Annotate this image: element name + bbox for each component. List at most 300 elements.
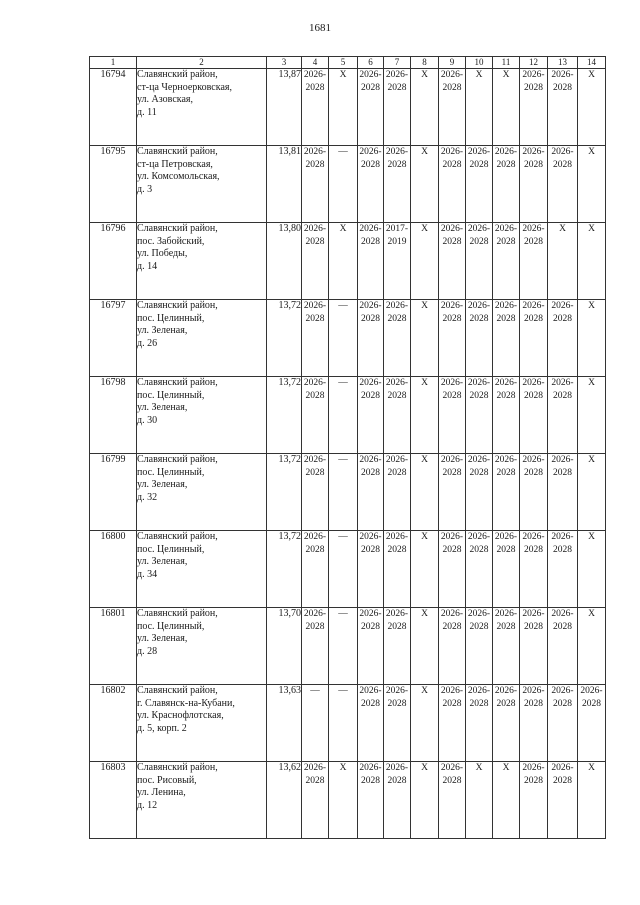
address-line: ул. Зеленая, — [137, 633, 188, 644]
period-cell-col-13 — [548, 377, 578, 454]
period-value: 2028 — [442, 313, 462, 324]
period-value: 2026- — [494, 224, 518, 234]
period-value: 2028 — [442, 390, 462, 401]
record-number: 16799 — [90, 454, 137, 531]
period-value: 2028 — [524, 82, 543, 93]
period-value: 2026- — [522, 224, 545, 234]
period-value: 2028 — [553, 621, 572, 632]
period-cell-col-10 — [466, 377, 493, 454]
period-cell-col-13 — [548, 223, 578, 300]
period-value: 2028 — [524, 390, 543, 401]
address-line: д. 30 — [137, 414, 158, 426]
period-value: 2026- — [551, 763, 574, 773]
period-cell-col-7 — [384, 531, 411, 608]
period-value: 2028 — [387, 467, 407, 478]
period-value: 2026- — [303, 378, 327, 388]
area-value: 13,72 — [267, 531, 302, 608]
period-value: Х — [421, 763, 428, 773]
period-value: 2028 — [524, 698, 543, 709]
period-cell-col-6 — [358, 300, 384, 377]
address-cell — [137, 608, 267, 685]
period-value: 2026- — [494, 301, 518, 311]
period-value: 2028 — [524, 236, 543, 247]
period-cell-col-13 — [548, 69, 578, 146]
table-row — [90, 300, 606, 377]
period-value: Х — [421, 532, 428, 542]
period-value: 2026- — [551, 378, 574, 388]
period-value: 2028 — [524, 621, 543, 632]
period-cell-col-8 — [411, 69, 439, 146]
period-cell-col-11 — [493, 377, 520, 454]
address-line: пос. Целинный, — [137, 312, 205, 324]
period-value: 2028 — [469, 159, 489, 170]
period-value: — — [338, 455, 348, 465]
record-number: 16800 — [90, 531, 137, 608]
period-cell-col-12 — [520, 300, 548, 377]
period-value: Х — [421, 455, 428, 465]
period-cell-col-4 — [302, 377, 329, 454]
address-line: г. Славянск-на-Кубани, — [137, 697, 235, 709]
address-cell — [137, 377, 267, 454]
period-cell-col-4 — [302, 300, 329, 377]
area-value: 13,87 — [267, 69, 302, 146]
period-value: Х — [588, 378, 595, 388]
period-cell-col-10 — [466, 608, 493, 685]
address-line: ул. Краснофлотская, — [137, 710, 224, 721]
period-value: 2028 — [524, 775, 543, 786]
period-cell-col-11 — [493, 69, 520, 146]
period-value: — — [338, 609, 348, 619]
period-value: 2028 — [553, 313, 572, 324]
period-value: 2028 — [496, 236, 516, 247]
area-value: 13,70 — [267, 608, 302, 685]
period-value: 2026- — [385, 147, 409, 157]
period-value: Х — [421, 301, 428, 311]
period-value: 2028 — [361, 313, 380, 324]
period-cell-col-8 — [411, 454, 439, 531]
period-cell-col-11 — [493, 454, 520, 531]
address-line: д. 12 — [137, 799, 158, 811]
period-cell-col-4 — [302, 762, 329, 839]
period-value: 2026- — [359, 301, 382, 311]
period-value: — — [338, 301, 348, 311]
period-cell-col-6 — [358, 454, 384, 531]
period-value: 2028 — [496, 390, 516, 401]
period-value: 2026- — [359, 532, 382, 542]
period-value: 2028 — [469, 621, 489, 632]
period-cell-col-12 — [520, 69, 548, 146]
address-line: ул. Азовская, — [137, 94, 194, 105]
area-value: 13,80 — [267, 223, 302, 300]
period-cell-col-6 — [358, 223, 384, 300]
address-cell — [137, 531, 267, 608]
period-value: Х — [588, 301, 595, 311]
column-header-5: 5 — [329, 57, 358, 69]
period-value: 2026- — [467, 301, 491, 311]
area-value: 13,72 — [267, 300, 302, 377]
period-value: Х — [588, 224, 595, 234]
address-line: д. 32 — [137, 491, 158, 503]
address-cell — [137, 300, 267, 377]
period-value: 2028 — [361, 698, 380, 709]
period-cell-col-13 — [548, 762, 578, 839]
period-value: 2028 — [361, 775, 380, 786]
period-cell-col-12 — [520, 685, 548, 762]
period-cell-col-6 — [358, 762, 384, 839]
period-value: 2026- — [551, 609, 574, 619]
period-cell-col-10 — [466, 69, 493, 146]
period-value: 2026- — [522, 70, 545, 80]
period-value: Х — [502, 70, 510, 80]
period-value: 2028 — [387, 390, 407, 401]
period-value: 2026- — [359, 378, 382, 388]
address-cell — [137, 223, 267, 300]
period-cell-col-12 — [520, 454, 548, 531]
address-line: д. 28 — [137, 645, 158, 657]
period-cell-col-7 — [384, 377, 411, 454]
period-cell-col-8 — [411, 146, 439, 223]
period-value: 2028 — [361, 467, 380, 478]
area-value: 13,62 — [267, 762, 302, 839]
page-number: 1681 — [309, 22, 331, 34]
period-value: — — [338, 147, 348, 157]
period-value: 2028 — [387, 544, 407, 555]
period-cell-col-14 — [578, 685, 606, 762]
period-value: 2028 — [469, 544, 489, 555]
period-value: 2026- — [522, 609, 545, 619]
address-line: Славянский район, — [137, 454, 218, 465]
address-cell — [137, 454, 267, 531]
address-line: Славянский район, — [137, 531, 218, 542]
address-line: ул. Зеленая, — [137, 325, 188, 336]
period-value: 2028 — [361, 82, 380, 93]
period-value: 2026- — [467, 378, 491, 388]
address-cell — [137, 685, 267, 762]
period-cell-col-11 — [493, 531, 520, 608]
period-value: 2028 — [524, 467, 543, 478]
period-cell-col-6 — [358, 377, 384, 454]
period-cell-col-7 — [384, 223, 411, 300]
period-value: 2026- — [359, 763, 382, 773]
period-cell-col-8 — [411, 531, 439, 608]
period-value: 2026- — [494, 455, 518, 465]
period-value: 2026- — [359, 224, 382, 234]
period-value: Х — [421, 224, 428, 234]
period-value: 2026- — [580, 686, 603, 696]
period-cell-col-9 — [439, 685, 466, 762]
period-cell-col-9 — [439, 300, 466, 377]
period-cell-col-5 — [329, 454, 358, 531]
period-cell-col-14 — [578, 223, 606, 300]
period-value: 2026- — [385, 532, 409, 542]
table-header-row — [90, 57, 606, 69]
period-value: 2026- — [303, 763, 327, 773]
period-value: 2026- — [303, 301, 327, 311]
period-value: 2026- — [467, 147, 491, 157]
column-header-8: 8 — [411, 57, 439, 69]
period-cell-col-8 — [411, 300, 439, 377]
period-value: 2028 — [469, 390, 489, 401]
period-cell-col-10 — [466, 685, 493, 762]
period-value: 2028 — [442, 698, 462, 709]
period-value: 2026- — [522, 763, 545, 773]
period-value: 2026- — [467, 532, 491, 542]
period-cell-col-7 — [384, 454, 411, 531]
period-cell-col-4 — [302, 223, 329, 300]
address-line: д. 3 — [137, 183, 153, 195]
area-value: 13,81 — [267, 146, 302, 223]
period-cell-col-4 — [302, 146, 329, 223]
period-value: 2026- — [551, 301, 574, 311]
table-row — [90, 377, 606, 454]
period-cell-col-5 — [329, 377, 358, 454]
period-cell-col-8 — [411, 608, 439, 685]
period-value: Х — [421, 147, 428, 157]
period-value: Х — [588, 609, 595, 619]
period-value: 2019 — [387, 236, 407, 247]
period-value: 2028 — [469, 236, 489, 247]
period-value: 2028 — [361, 236, 380, 247]
period-cell-col-12 — [520, 531, 548, 608]
period-value: 2028 — [387, 159, 407, 170]
period-value: 2028 — [361, 159, 380, 170]
period-cell-col-5 — [329, 223, 358, 300]
period-cell-col-13 — [548, 454, 578, 531]
period-value: Х — [339, 224, 347, 234]
column-header-10: 10 — [466, 57, 493, 69]
period-value: 2028 — [553, 698, 572, 709]
period-cell-col-6 — [358, 608, 384, 685]
period-value: Х — [588, 147, 595, 157]
period-cell-col-12 — [520, 762, 548, 839]
period-cell-col-4 — [302, 608, 329, 685]
period-value: 2028 — [387, 775, 407, 786]
period-value: 2028 — [524, 544, 543, 555]
period-cell-col-9 — [439, 531, 466, 608]
period-value: 2026- — [522, 532, 545, 542]
period-cell-col-4 — [302, 69, 329, 146]
period-value: 2026- — [522, 378, 545, 388]
period-value: 2028 — [361, 621, 380, 632]
period-cell-col-14 — [578, 454, 606, 531]
period-value: 2026- — [359, 609, 382, 619]
period-value: 2028 — [553, 159, 572, 170]
period-value: Х — [421, 686, 428, 696]
address-line: пос. Забойский, — [137, 235, 205, 247]
period-cell-col-14 — [578, 300, 606, 377]
period-value: 2026- — [303, 147, 327, 157]
period-value: 2026- — [385, 455, 409, 465]
record-number: 16796 — [90, 223, 137, 300]
period-cell-col-13 — [548, 300, 578, 377]
period-value: 2026- — [522, 301, 545, 311]
record-number: 16803 — [90, 762, 137, 839]
period-value: 2026- — [494, 532, 518, 542]
period-value: 2026- — [440, 224, 464, 234]
record-number: 16797 — [90, 300, 137, 377]
period-cell-col-8 — [411, 685, 439, 762]
column-header-7: 7 — [384, 57, 411, 69]
period-cell-col-9 — [439, 69, 466, 146]
period-cell-col-11 — [493, 608, 520, 685]
period-value: 2026- — [440, 609, 464, 619]
column-header-9: 9 — [439, 57, 466, 69]
address-line: д. 34 — [137, 568, 158, 580]
period-cell-col-5 — [329, 531, 358, 608]
period-cell-col-5 — [329, 146, 358, 223]
period-cell-col-14 — [578, 69, 606, 146]
period-value: 2026- — [551, 455, 574, 465]
address-line: ул. Ленина, — [137, 787, 186, 798]
period-value: 2028 — [442, 544, 462, 555]
column-header-14: 14 — [578, 57, 606, 69]
column-header-2: 2 — [137, 57, 267, 69]
period-value: 2026- — [303, 609, 327, 619]
period-cell-col-10 — [466, 454, 493, 531]
period-value: 2026- — [385, 378, 409, 388]
period-value: — — [338, 686, 348, 696]
period-cell-col-9 — [439, 454, 466, 531]
column-header-4: 4 — [302, 57, 329, 69]
period-value: 2028 — [496, 313, 516, 324]
period-value: 2026- — [440, 301, 464, 311]
column-header-11: 11 — [493, 57, 520, 69]
period-cell-col-7 — [384, 300, 411, 377]
record-number: 16795 — [90, 146, 137, 223]
address-cell — [137, 69, 267, 146]
period-cell-col-11 — [493, 762, 520, 839]
period-value: 2028 — [524, 159, 543, 170]
period-value: 2028 — [496, 544, 516, 555]
period-cell-col-14 — [578, 531, 606, 608]
period-value: 2026- — [494, 147, 518, 157]
period-cell-col-8 — [411, 762, 439, 839]
period-value: 2028 — [442, 775, 462, 786]
period-value: 2026- — [385, 686, 409, 696]
period-cell-col-7 — [384, 69, 411, 146]
period-value: 2026- — [494, 686, 518, 696]
period-value: 2028 — [442, 236, 462, 247]
period-value: 2026- — [359, 455, 382, 465]
period-cell-col-5 — [329, 685, 358, 762]
period-cell-col-13 — [548, 685, 578, 762]
period-value: 2028 — [387, 82, 407, 93]
period-value: 2026- — [359, 686, 382, 696]
period-value: Х — [421, 70, 428, 80]
period-cell-col-5 — [329, 762, 358, 839]
period-cell-col-11 — [493, 685, 520, 762]
address-line: д. 5, корп. 2 — [137, 722, 187, 734]
period-value: 2028 — [582, 698, 601, 709]
address-line: пос. Целинный, — [137, 389, 205, 401]
period-value: Х — [588, 70, 595, 80]
address-cell — [137, 762, 267, 839]
period-cell-col-13 — [548, 608, 578, 685]
period-cell-col-9 — [439, 377, 466, 454]
address-cell — [137, 146, 267, 223]
address-line: пос. Целинный, — [137, 620, 205, 632]
period-cell-col-10 — [466, 300, 493, 377]
period-cell-col-8 — [411, 377, 439, 454]
period-value: 2026- — [440, 532, 464, 542]
period-value: Х — [421, 609, 428, 619]
period-value: 2028 — [305, 775, 325, 786]
period-cell-col-5 — [329, 300, 358, 377]
period-value: 2028 — [387, 698, 407, 709]
area-value: 13,72 — [267, 377, 302, 454]
period-value: Х — [475, 763, 483, 773]
period-cell-col-12 — [520, 377, 548, 454]
period-cell-col-14 — [578, 608, 606, 685]
address-line: ул. Победы, — [137, 248, 188, 259]
period-cell-col-12 — [520, 223, 548, 300]
column-header-6: 6 — [358, 57, 384, 69]
period-value: 2026- — [440, 378, 464, 388]
period-value: 2026- — [522, 455, 545, 465]
table-row — [90, 223, 606, 300]
period-cell-col-7 — [384, 685, 411, 762]
period-value: 2028 — [553, 467, 572, 478]
period-value: 2028 — [496, 621, 516, 632]
housing-registry-table — [89, 56, 606, 839]
address-line: Славянский район, — [137, 300, 218, 311]
period-cell-col-4 — [302, 531, 329, 608]
period-value: 2028 — [305, 159, 325, 170]
period-value: 2028 — [496, 467, 516, 478]
period-value: 2028 — [553, 390, 572, 401]
period-value: 2028 — [387, 313, 407, 324]
period-value: 2028 — [442, 82, 462, 93]
period-value: 2026- — [385, 609, 409, 619]
period-value: Х — [421, 378, 428, 388]
period-value: 2028 — [469, 467, 489, 478]
address-line: пос. Целинный, — [137, 466, 205, 478]
table-row — [90, 69, 606, 146]
period-cell-col-5 — [329, 608, 358, 685]
period-value: 2026- — [494, 609, 518, 619]
period-value: 2026- — [359, 70, 382, 80]
period-value: 2017- — [385, 224, 409, 234]
period-value: 2026- — [303, 70, 327, 80]
table-body — [90, 69, 606, 839]
period-cell-col-6 — [358, 531, 384, 608]
area-value: 13,72 — [267, 454, 302, 531]
address-line: д. 11 — [137, 106, 157, 118]
period-value: 2028 — [442, 159, 462, 170]
address-line: Славянский район, — [137, 146, 218, 157]
period-value: — — [338, 378, 348, 388]
period-value: 2028 — [553, 82, 572, 93]
period-cell-col-12 — [520, 146, 548, 223]
column-header-12: 12 — [520, 57, 548, 69]
period-value: 2026- — [303, 455, 327, 465]
table-row — [90, 685, 606, 762]
period-value: 2026- — [467, 224, 491, 234]
period-value: — — [310, 686, 320, 696]
period-value: 2026- — [385, 70, 409, 80]
period-value: 2026- — [385, 763, 409, 773]
address-line: ул. Комсомольская, — [137, 171, 220, 182]
period-cell-col-12 — [520, 608, 548, 685]
address-line: Славянский район, — [137, 223, 218, 234]
period-value: Х — [588, 763, 595, 773]
period-value: 2028 — [387, 621, 407, 632]
period-cell-col-9 — [439, 762, 466, 839]
period-cell-col-13 — [548, 146, 578, 223]
period-value: 2028 — [305, 236, 325, 247]
address-line: ст-ца Петровская, — [137, 158, 213, 170]
period-value: 2028 — [305, 390, 325, 401]
